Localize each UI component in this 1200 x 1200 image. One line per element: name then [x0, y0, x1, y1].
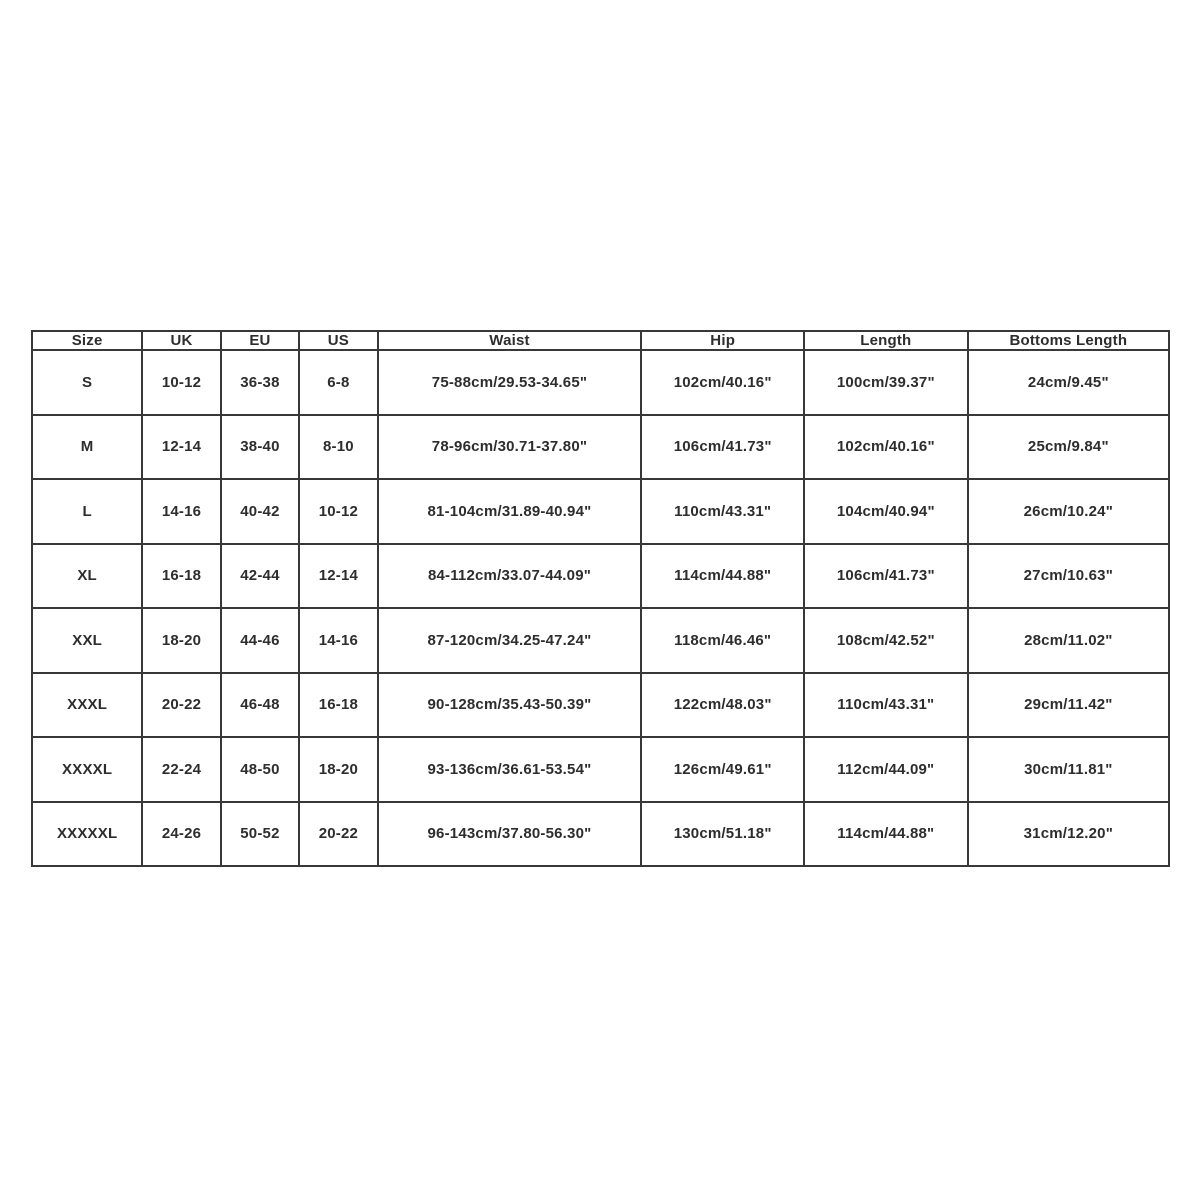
cell-xxl-us: 14-16 — [299, 608, 377, 673]
cell-xxxxl-us: 18-20 — [299, 737, 377, 802]
cell-xxxl-bottoms-length: 29cm/11.42" — [968, 673, 1169, 738]
cell-s-eu: 36-38 — [221, 350, 299, 415]
cell-s-length: 100cm/39.37" — [804, 350, 968, 415]
cell-m-hip: 106cm/41.73" — [641, 415, 804, 480]
cell-xxxxxl-us: 20-22 — [299, 802, 377, 867]
table-row-xxxl — [32, 673, 1169, 738]
cell-s-us: 6-8 — [299, 350, 377, 415]
table-row-m — [32, 415, 1169, 480]
cell-xxxl-us: 16-18 — [299, 673, 377, 738]
cell-xxxxxl-waist: 96-143cm/37.80-56.30" — [378, 802, 642, 867]
cell-l-hip: 110cm/43.31" — [641, 479, 804, 544]
cell-m-us: 8-10 — [299, 415, 377, 480]
cell-l-uk: 14-16 — [142, 479, 220, 544]
cell-xxl-length: 108cm/42.52" — [804, 608, 968, 673]
cell-m-eu: 38-40 — [221, 415, 299, 480]
header-cell-bottoms-length: Bottoms Length — [968, 331, 1169, 350]
header-cell-length: Length — [804, 331, 968, 350]
cell-l-eu: 40-42 — [221, 479, 299, 544]
cell-xxxxl-uk: 22-24 — [142, 737, 220, 802]
header-cell-hip: Hip — [641, 331, 804, 350]
cell-xxl-bottoms-length: 28cm/11.02" — [968, 608, 1169, 673]
cell-xxxxl-size: XXXXL — [32, 737, 142, 802]
cell-xxxxxl-length: 114cm/44.88" — [804, 802, 968, 867]
table-row-l — [32, 479, 1169, 544]
header-cell-us: US — [299, 331, 377, 350]
cell-m-length: 102cm/40.16" — [804, 415, 968, 480]
cell-xl-waist: 84-112cm/33.07-44.09" — [378, 544, 642, 609]
cell-xxxl-waist: 90-128cm/35.43-50.39" — [378, 673, 642, 738]
cell-xxxxl-waist: 93-136cm/36.61-53.54" — [378, 737, 642, 802]
cell-xxxl-length: 110cm/43.31" — [804, 673, 968, 738]
cell-xxxxl-bottoms-length: 30cm/11.81" — [968, 737, 1169, 802]
cell-l-waist: 81-104cm/31.89-40.94" — [378, 479, 642, 544]
cell-xxxxxl-uk: 24-26 — [142, 802, 220, 867]
cell-xl-us: 12-14 — [299, 544, 377, 609]
cell-l-length: 104cm/40.94" — [804, 479, 968, 544]
header-row — [32, 331, 1169, 350]
cell-xxxxxl-hip: 130cm/51.18" — [641, 802, 804, 867]
cell-m-size: M — [32, 415, 142, 480]
header-cell-uk: UK — [142, 331, 220, 350]
cell-xxxl-hip: 122cm/48.03" — [641, 673, 804, 738]
cell-xxl-hip: 118cm/46.46" — [641, 608, 804, 673]
cell-xl-length: 106cm/41.73" — [804, 544, 968, 609]
cell-xl-uk: 16-18 — [142, 544, 220, 609]
cell-m-waist: 78-96cm/30.71-37.80" — [378, 415, 642, 480]
cell-s-size: S — [32, 350, 142, 415]
cell-xxxxxl-eu: 50-52 — [221, 802, 299, 867]
table-row-xxxxxl — [32, 802, 1169, 867]
cell-xxl-waist: 87-120cm/34.25-47.24" — [378, 608, 642, 673]
table-row-xxxxl — [32, 737, 1169, 802]
cell-xl-eu: 42-44 — [221, 544, 299, 609]
cell-xl-size: XL — [32, 544, 142, 609]
cell-l-size: L — [32, 479, 142, 544]
cell-xxxxl-length: 112cm/44.09" — [804, 737, 968, 802]
cell-xxxl-eu: 46-48 — [221, 673, 299, 738]
cell-s-bottoms-length: 24cm/9.45" — [968, 350, 1169, 415]
cell-m-bottoms-length: 25cm/9.84" — [968, 415, 1169, 480]
cell-l-us: 10-12 — [299, 479, 377, 544]
size-chart-table — [31, 330, 1170, 867]
cell-xl-bottoms-length: 27cm/10.63" — [968, 544, 1169, 609]
size-chart-body — [32, 350, 1169, 866]
table-row-xl — [32, 544, 1169, 609]
cell-l-bottoms-length: 26cm/10.24" — [968, 479, 1169, 544]
cell-xxxxl-hip: 126cm/49.61" — [641, 737, 804, 802]
cell-xxxxl-eu: 48-50 — [221, 737, 299, 802]
table-row-s — [32, 350, 1169, 415]
table-row-xxl — [32, 608, 1169, 673]
cell-xxxl-uk: 20-22 — [142, 673, 220, 738]
header-cell-waist: Waist — [378, 331, 642, 350]
cell-xxl-uk: 18-20 — [142, 608, 220, 673]
cell-s-uk: 10-12 — [142, 350, 220, 415]
size-chart-header — [32, 331, 1169, 350]
cell-s-hip: 102cm/40.16" — [641, 350, 804, 415]
header-cell-eu: EU — [221, 331, 299, 350]
cell-xxl-eu: 44-46 — [221, 608, 299, 673]
header-cell-size: Size — [32, 331, 142, 350]
cell-xxl-size: XXL — [32, 608, 142, 673]
cell-xl-hip: 114cm/44.88" — [641, 544, 804, 609]
cell-m-uk: 12-14 — [142, 415, 220, 480]
cell-xxxl-size: XXXL — [32, 673, 142, 738]
cell-s-waist: 75-88cm/29.53-34.65" — [378, 350, 642, 415]
cell-xxxxxl-bottoms-length: 31cm/12.20" — [968, 802, 1169, 867]
cell-xxxxxl-size: XXXXXL — [32, 802, 142, 867]
